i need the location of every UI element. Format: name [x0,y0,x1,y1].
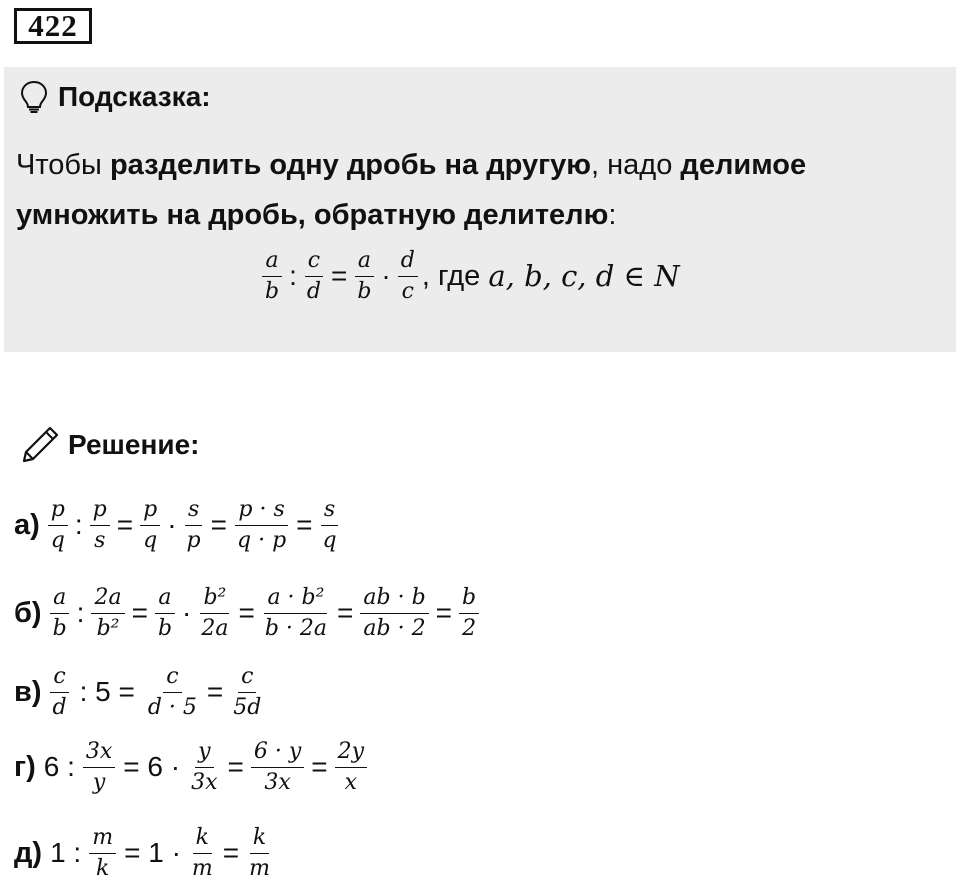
operator: · [381,260,391,291]
fraction: $\frac{c}{d \cdot 5}$ [147,663,197,720]
fraction: $\frac{k}{m}$ [191,824,213,881]
fraction: $\frac{6 \cdot y}{3x}$ [251,739,304,796]
solution-line-a [14,490,344,560]
fraction: $\frac{2y}{x}$ [335,739,367,796]
fraction: $\frac{p}{s}$ [90,497,110,554]
operator: = [435,597,453,628]
fraction: $\frac{c}{d}$ [50,664,70,721]
fraction: $\frac{p}{q}$ [48,497,68,554]
operator: = [210,509,227,540]
fraction: $\frac{\text{a · b²}}{b \cdot 2a}$ [264,584,328,641]
fraction: $\frac{a}{b}$ [262,248,282,305]
operator: : [76,597,85,628]
formula-tail-text: , где [421,259,489,292]
item-label: а) [14,508,40,541]
operator: = [222,837,240,868]
operator: : [74,509,83,540]
hint-title: Подсказка: [58,81,211,112]
hint-text-part: , надо [591,149,681,181]
expression-text: 1 : [50,837,82,868]
fraction: $\frac{3x}{y}$ [83,739,115,796]
expression-text: = 6 · [123,751,181,782]
fraction: $\frac{c}{d}$ [304,248,324,305]
hint-header [20,80,211,114]
operator: = [311,751,328,782]
fraction: $\frac{2a}{\text{b²}}$ [91,585,124,642]
fraction: $\frac{a}{b}$ [50,585,70,642]
solution-line-g [14,732,371,802]
hint-text-bold: разделить одну дробь на другую [109,149,592,181]
fraction: $\frac{ab \cdot b}{ab \cdot 2}$ [360,585,428,642]
expression-text: = 1 · [124,837,181,868]
hint-text-part: Чтобы [16,149,110,181]
operator: = [227,751,244,782]
fraction: $\frac{s}{p}$ [186,496,201,553]
fraction: $\frac{\text{b²}}{2a}$ [201,584,229,641]
fraction: $\frac{c}{5d}$ [233,663,262,720]
hint-formula [258,241,680,311]
fraction: $\frac{a}{b}$ [354,248,374,305]
lightbulb-icon [20,80,48,114]
solution-header [20,424,199,466]
solution-line-v [14,657,268,727]
fraction: $\frac{b}{2}$ [459,585,479,642]
operator: · [182,597,192,628]
hint-text [16,140,936,240]
expression-text: 6 : [43,751,75,782]
operator: = [296,509,313,540]
item-label: б) [14,596,42,629]
fraction: $\frac{y}{3x}$ [191,738,218,795]
fraction: $\frac{p}{q}$ [140,497,160,554]
operator: = [330,260,348,291]
task-number: 422 [14,8,92,44]
solution-line-d [14,818,277,888]
hint-text-part: : [608,199,617,231]
solution-line-b [14,578,483,648]
operator: = [206,676,224,707]
operator: = [116,509,134,540]
formula-tail-math: a, b, c, d ∈ N [488,259,680,293]
item-label: г) [14,750,36,783]
operator: · [167,509,177,540]
item-label: в) [14,675,42,708]
item-label: д) [14,836,43,869]
solution-title: Решение: [68,429,200,460]
hint-text-bold: делимое умножить на дробь, обратную делителю [16,149,807,231]
fraction: $\frac{s}{q}$ [322,496,337,553]
fraction: $\frac{d}{c}$ [398,248,418,305]
fraction: $\frac{m}{k}$ [89,825,116,882]
expression-text: : 5 = [79,676,135,707]
operator: : [289,260,297,291]
fraction: $\frac{k}{m}$ [249,824,271,881]
pencil-icon [20,425,60,465]
operator: = [238,597,255,628]
fraction: $\frac{p \cdot s}{q \cdot p}$ [237,496,287,553]
operator: = [131,597,148,628]
operator: = [337,597,354,628]
fraction: $\frac{a}{b}$ [155,585,175,642]
